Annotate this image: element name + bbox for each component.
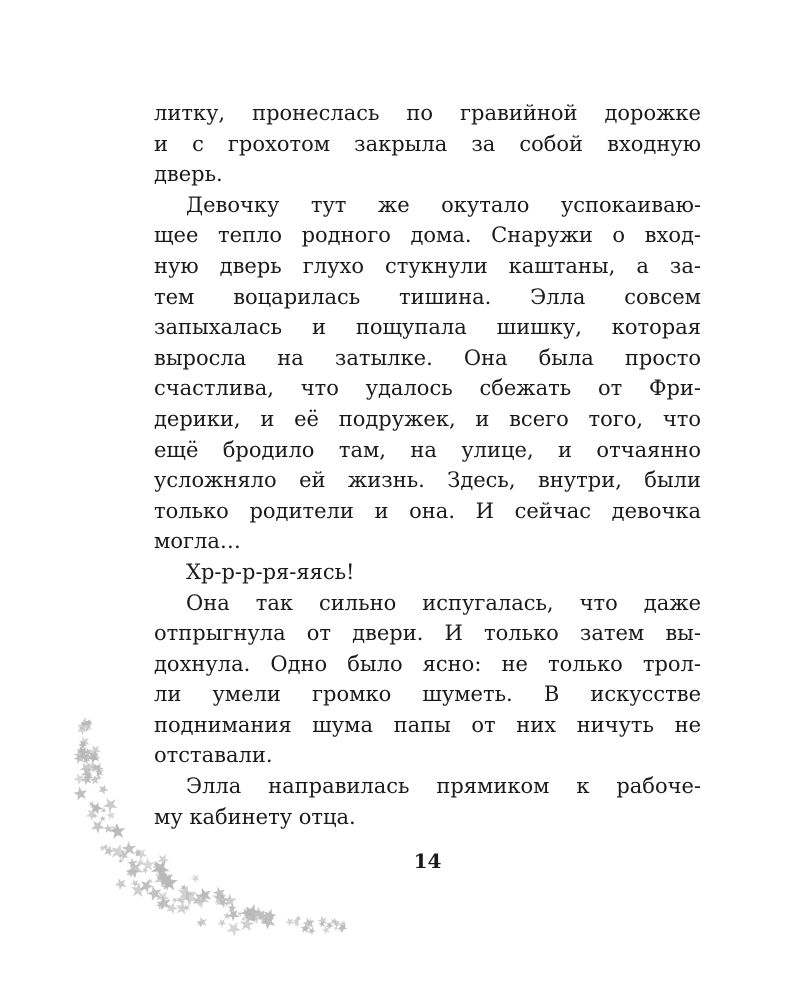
text-line: Девочку тут же окутало успокаиваю- xyxy=(186,192,701,217)
star-icon xyxy=(190,872,202,884)
body-text xyxy=(154,98,701,832)
text-line: запыхалась и пощупала шишку, которая xyxy=(154,315,701,340)
text-line: Хр-р-р-ря-яясь! xyxy=(186,559,355,584)
star-icon xyxy=(103,823,115,835)
text-line: дохнула. Одно было ясно: не только трол- xyxy=(154,651,701,676)
text-line: могла… xyxy=(154,529,241,554)
text-line: только родители и она. И сейчас девочка xyxy=(154,498,701,523)
star-icon xyxy=(108,821,128,842)
text-line: литку, пронеслась по гравийной дорожке xyxy=(154,101,701,125)
star-icon xyxy=(113,875,130,892)
star-icon xyxy=(195,915,210,930)
star-icon xyxy=(97,782,110,795)
text-line: выросла на затылке. Она была просто xyxy=(154,345,701,370)
text-line: ещё бродило там, на улице, и отчаянно xyxy=(154,437,701,462)
text-line: отставали. xyxy=(154,743,273,768)
star-icon xyxy=(216,916,229,928)
paragraph xyxy=(154,98,701,190)
text-line: поднимания шума папы от них ничуть не xyxy=(154,712,701,737)
text-line: усложняло ей жизнь. Здесь, внутри, были xyxy=(154,468,701,493)
text-line: счастлива, что удалось сбежать от Фри- xyxy=(154,376,701,401)
star-icon xyxy=(100,806,108,813)
star-icon xyxy=(224,918,244,938)
text-line: дерики, и её подружек, и всего того, что xyxy=(154,406,701,431)
text-line: ли умели громко шуметь. В искусстве xyxy=(154,682,701,707)
star-icon xyxy=(105,809,117,821)
text-line: тем воцарилась тишина. Элла совсем xyxy=(154,284,701,309)
page-number: 14 xyxy=(413,849,442,873)
text-line: дверь. xyxy=(154,162,223,187)
text-line: ную дверь глухо стукнули каштаны, а за- xyxy=(154,253,701,278)
paragraph xyxy=(154,190,701,557)
star-icon xyxy=(72,784,91,803)
text-line: и с грохотом закрыла за собой входную xyxy=(154,131,701,156)
paragraph xyxy=(154,588,701,772)
text-line: щее тепло родного дома. Снаружи о вход- xyxy=(154,223,701,248)
text-line: отпрыгнула от двери. И только затем вы- xyxy=(154,621,701,646)
text-line: Она так сильно испугалась, что даже xyxy=(186,590,701,615)
paragraph xyxy=(154,557,701,588)
paragraph xyxy=(154,771,701,832)
text-line: му кабинету отца. xyxy=(154,804,356,829)
text-line: Элла направилась прямиком к рабоче- xyxy=(186,774,701,799)
